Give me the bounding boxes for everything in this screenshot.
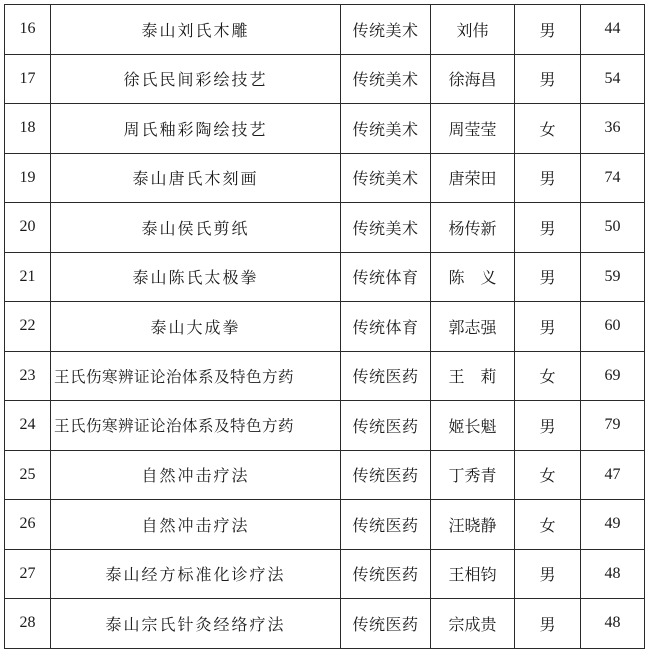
gender: 男 bbox=[515, 5, 581, 55]
project-name: 泰山侯氏剪纸 bbox=[51, 203, 341, 253]
row-number: 26 bbox=[5, 500, 51, 550]
category: 传统美术 bbox=[341, 153, 431, 203]
category: 传统美术 bbox=[341, 5, 431, 55]
inheritor-name: 王 莉 bbox=[431, 351, 515, 401]
category: 传统体育 bbox=[341, 252, 431, 302]
row-number: 18 bbox=[5, 104, 51, 154]
age: 50 bbox=[581, 203, 645, 253]
inheritor-name: 姬长魁 bbox=[431, 401, 515, 451]
gender: 男 bbox=[515, 401, 581, 451]
row-number: 22 bbox=[5, 302, 51, 352]
category: 传统医药 bbox=[341, 500, 431, 550]
row-number: 16 bbox=[5, 5, 51, 55]
age: 48 bbox=[581, 599, 645, 649]
age: 79 bbox=[581, 401, 645, 451]
inheritor-name: 陈 义 bbox=[431, 252, 515, 302]
gender: 男 bbox=[515, 153, 581, 203]
row-number: 25 bbox=[5, 450, 51, 500]
row-number: 17 bbox=[5, 54, 51, 104]
gender: 男 bbox=[515, 599, 581, 649]
row-number: 21 bbox=[5, 252, 51, 302]
table-row bbox=[5, 599, 645, 649]
category: 传统美术 bbox=[341, 54, 431, 104]
category: 传统医药 bbox=[341, 450, 431, 500]
age: 44 bbox=[581, 5, 645, 55]
table-row bbox=[5, 351, 645, 401]
inheritor-name: 徐海昌 bbox=[431, 54, 515, 104]
row-number: 27 bbox=[5, 549, 51, 599]
project-name: 王氏伤寒辨证论治体系及特色方药 bbox=[51, 401, 341, 451]
age: 54 bbox=[581, 54, 645, 104]
project-name: 泰山经方标准化诊疗法 bbox=[51, 549, 341, 599]
category: 传统体育 bbox=[341, 302, 431, 352]
category: 传统医药 bbox=[341, 351, 431, 401]
gender: 女 bbox=[515, 500, 581, 550]
gender: 女 bbox=[515, 104, 581, 154]
table-row bbox=[5, 54, 645, 104]
category: 传统医药 bbox=[341, 549, 431, 599]
project-name: 泰山唐氏木刻画 bbox=[51, 153, 341, 203]
table-row bbox=[5, 549, 645, 599]
table-row bbox=[5, 104, 645, 154]
gender: 女 bbox=[515, 450, 581, 500]
gender: 男 bbox=[515, 302, 581, 352]
age: 60 bbox=[581, 302, 645, 352]
row-number: 23 bbox=[5, 351, 51, 401]
project-name: 自然冲击疗法 bbox=[51, 450, 341, 500]
age: 59 bbox=[581, 252, 645, 302]
table-row bbox=[5, 252, 645, 302]
table-row bbox=[5, 203, 645, 253]
age: 69 bbox=[581, 351, 645, 401]
inheritor-name: 周莹莹 bbox=[431, 104, 515, 154]
project-name: 泰山刘氏木雕 bbox=[51, 5, 341, 55]
table-row bbox=[5, 153, 645, 203]
project-name: 徐氏民间彩绘技艺 bbox=[51, 54, 341, 104]
age: 47 bbox=[581, 450, 645, 500]
gender: 女 bbox=[515, 351, 581, 401]
inheritor-name: 王相钧 bbox=[431, 549, 515, 599]
table-row bbox=[5, 5, 645, 55]
project-name: 王氏伤寒辨证论治体系及特色方药 bbox=[51, 351, 341, 401]
age: 74 bbox=[581, 153, 645, 203]
project-name: 泰山陈氏太极拳 bbox=[51, 252, 341, 302]
row-number: 28 bbox=[5, 599, 51, 649]
age: 49 bbox=[581, 500, 645, 550]
gender: 男 bbox=[515, 549, 581, 599]
inheritor-name: 汪晓静 bbox=[431, 500, 515, 550]
inheritor-name: 杨传新 bbox=[431, 203, 515, 253]
project-name: 自然冲击疗法 bbox=[51, 500, 341, 550]
inheritor-name: 丁秀青 bbox=[431, 450, 515, 500]
project-name: 泰山大成拳 bbox=[51, 302, 341, 352]
row-number: 24 bbox=[5, 401, 51, 451]
category: 传统美术 bbox=[341, 104, 431, 154]
age: 48 bbox=[581, 549, 645, 599]
row-number: 20 bbox=[5, 203, 51, 253]
inheritor-name: 唐荣田 bbox=[431, 153, 515, 203]
inheritor-name: 刘伟 bbox=[431, 5, 515, 55]
project-name: 周氏釉彩陶绘技艺 bbox=[51, 104, 341, 154]
gender: 男 bbox=[515, 252, 581, 302]
age: 36 bbox=[581, 104, 645, 154]
heritage-inheritors-table bbox=[4, 4, 645, 649]
table-row bbox=[5, 500, 645, 550]
row-number: 19 bbox=[5, 153, 51, 203]
project-name: 泰山宗氏针灸经络疗法 bbox=[51, 599, 341, 649]
category: 传统医药 bbox=[341, 599, 431, 649]
inheritor-name: 宗成贵 bbox=[431, 599, 515, 649]
table-row bbox=[5, 401, 645, 451]
inheritor-name: 郭志强 bbox=[431, 302, 515, 352]
gender: 男 bbox=[515, 203, 581, 253]
table-row bbox=[5, 450, 645, 500]
gender: 男 bbox=[515, 54, 581, 104]
category: 传统医药 bbox=[341, 401, 431, 451]
category: 传统美术 bbox=[341, 203, 431, 253]
table-row bbox=[5, 302, 645, 352]
